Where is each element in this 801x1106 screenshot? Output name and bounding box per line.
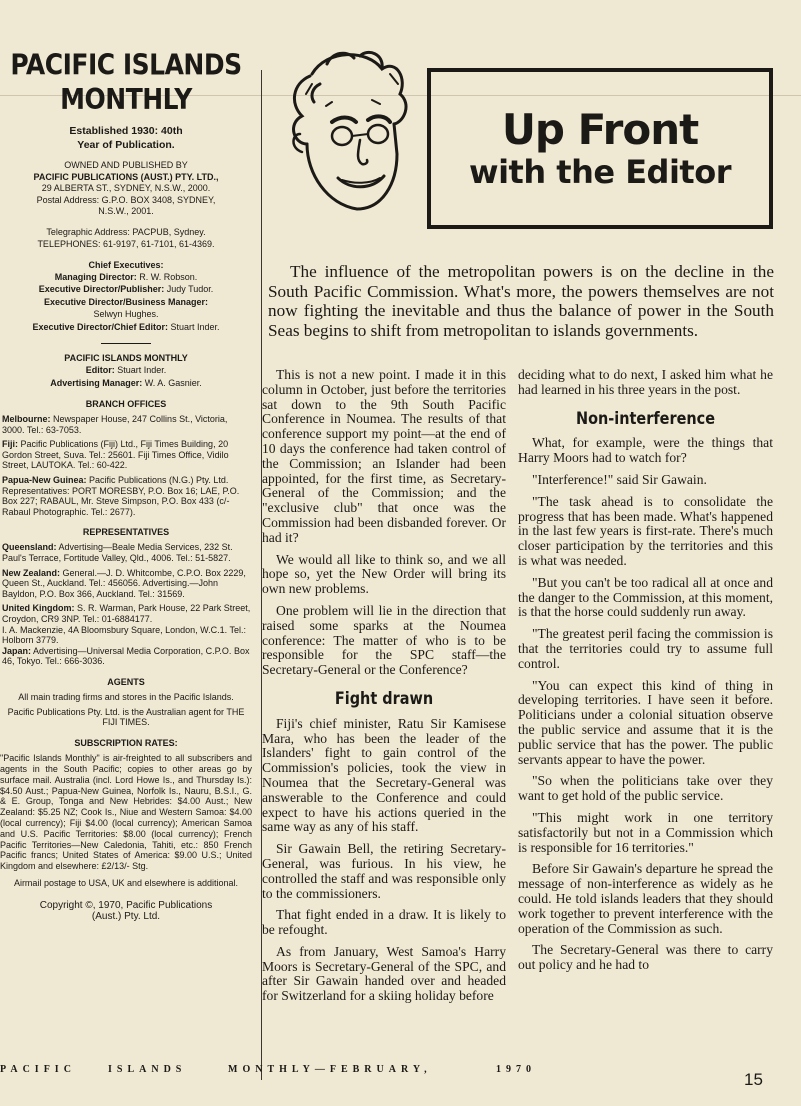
masthead-title-line2: MONTHLY	[60, 82, 192, 116]
article-column-right	[518, 368, 773, 980]
representative-entry: Queensland: Advertising—Beale Media Services, 232 St. Paul's Terrace, Fortitude Valley, Qld., 4006. Tel.: 51-5827.	[2, 542, 233, 563]
editor-caricature-illustration	[272, 44, 422, 234]
feature-title-line2: with the Editor	[469, 152, 731, 191]
footer-word: 1970	[496, 1064, 536, 1075]
representative-entry: New Zealand: General.—J. D. Whitcombe, C.P.O. Box 2229, Queen St., Auckland. Tel.: 456056. Advertising.—John Bayldon, P.O. Box 366, Auckland. Tel.: 31569.	[2, 567, 246, 599]
paragraph: "The greatest peril facing the commission is that the territories could try to assume full control.	[518, 626, 773, 671]
branch-offices-heading: BRANCH OFFICES	[85, 399, 167, 409]
masthead-title-line1: PACIFIC ISLANDS	[10, 48, 242, 82]
representative-entry: United Kingdom: S. R. Warman, Park House, 22 Park Street, Croydon, CR9 3NP. Tel.: 01-6884177.	[2, 603, 251, 624]
exec-line: Executive Director/Business Manager:	[43, 296, 209, 307]
feature-title-line1: Up Front	[501, 104, 699, 154]
exec-line: Executive Director/Chief Editor: Stuart Inder.	[32, 321, 220, 332]
paragraph: Fiji's chief minister, Ratu Sir Kamisese Mara, who has been the leader of the Islanders' fight to gain control of the Commission's policies, took the view in Noumea that the Secretary-General was answerable to the Conference and could expect to have his actions queried in the same way as any of his staff.	[262, 715, 506, 835]
exec-line: Executive Director/Publisher: Judy Tudor.	[38, 284, 214, 294]
lead-paragraph: The influence of the metropolitan powers is on the decline in the South Pacific Commission. What's more, the powers themselves are not now fighting the inevitable and thus the balance of power in the South Seas begins to shift from metropolitan to islands governments.	[268, 262, 774, 340]
paragraph: "Interference!" said Sir Gawain.	[532, 471, 707, 487]
paragraph: "You can expect this kind of thing in developing territories. I have seen it before. Politicians under a colonial situation observe the public service and assume that it is the public service that has the power. The public servants appear to have the power.	[518, 677, 773, 767]
exec-line: Managing Director: R. W. Robson.	[54, 271, 198, 282]
branch-office-entry: Melbourne: Newspaper House, 247 Collins St., Victoria, 3000. Tel.: 63-7053.	[2, 414, 228, 435]
subheading-fight-drawn: Fight drawn	[334, 688, 434, 709]
paragraph: That fight ended in a draw. It is likely to be refought.	[262, 907, 506, 938]
subheading-non-interference: Non-interference	[575, 408, 716, 429]
paragraph: As from January, West Samoa's Harry Moors is Secretary-General of the SPC, and after Sir Gawain handed over and headed for Switzerland for a skiing holiday before	[262, 943, 506, 1004]
paragraph: "This might work in one territory satisfactorily but not in a Commission which is responsible for 16 territories."	[518, 809, 773, 855]
paragraph: The Secretary-General was there to carry out policy and he had to	[518, 942, 773, 973]
representatives-heading: REPRESENTATIVES	[82, 527, 170, 538]
agents-text-1: All main trading firms and stores in the Pacific Islands.	[18, 691, 234, 702]
paragraph: This is not a new point. I made it in this column in October, just before the territories sat down to the 9th South Pacific Conference in Noumea. The results of that conference support my point—at the end of 10 days the conference had taken control of the Commission; an Islander had been appointed, for the first time, as Secretary-General of the Commission; and the "exclusive club" that once was the Commission had been disbanded forever. Or had it?	[262, 367, 506, 545]
masthead-column	[0, 0, 252, 922]
footer-word: PACIFIC	[0, 1064, 76, 1075]
paragraph: "So when the politicians take over they want to get hold of the public service.	[518, 773, 773, 804]
representative-entry: Japan: Advertising—Universal Media Corporation, C.P.O. Box 46, Tokyo. Tel.: 666-3036.	[2, 645, 250, 667]
pim-heading: PACIFIC ISLANDS MONTHLY	[64, 353, 188, 363]
exec-line: Selwyn Hughes.	[93, 309, 159, 319]
page-number: 15	[744, 1070, 763, 1089]
footer-word: ISLANDS	[108, 1064, 187, 1075]
paragraph: We would all like to think so, and we all hope so, yet the New Order will bring its own new problems.	[262, 551, 506, 597]
paragraph: "The task ahead is to consolidate the progress that has been made. What's happened in the last few years is first-rate. There's much closer participation by the territories and this is what was needed.	[518, 493, 773, 568]
branch-office-entry: Fiji: Pacific Publications (Fiji) Ltd., Fiji Times Building, 20 Gordon Street, Suva. Tel.: 25601. Fiji Times Office, Vidilo Street, LAUTOKA. Tel.: 60-422.	[2, 439, 229, 471]
subscription-heading: SUBSCRIPTION RATES:	[74, 738, 178, 749]
paragraph: deciding what to do next, I asked him what he had learned in his three years in the post.	[518, 367, 773, 397]
masthead-title	[0, 48, 252, 117]
agents-heading: AGENTS	[107, 676, 145, 687]
article-column-left	[262, 368, 506, 1011]
pim-staff: Editor: Stuart Inder. Advertising Manager: W. A. Gasnier.	[50, 365, 202, 388]
branch-office-entry: Papua-New Guinea: Pacific Publications (N.G.) Pty. Ltd. Representatives: PORT MORESBY, P.O. Box 16; LAE, P.O. Box 227; RABAUL, Mr. Steve Simpson, P.O. Box 433 (c/- Rabaul Photographic. Tel.: 2677).	[2, 474, 240, 517]
paragraph: Before Sir Gawain's departure he spread the message of non-interference as widely as he could. He told islands leaders that they should work together to prevent interference with the operation of the Commission as such.	[518, 861, 773, 936]
representative-entry: I. A. Mackenzie, 4A Bloomsbury Square, London, W.C.1. Tel.: Holborn 3779.	[2, 624, 246, 646]
feature-title-box	[427, 68, 773, 229]
footer-word: MONTHLY—FEBRUARY,	[228, 1064, 432, 1075]
paragraph: One problem will lie in the direction that raised some sparks at the Noumea conference: The matter of who is to be responsible for the SPC staff—the Secretary-General or the Conference?	[262, 602, 506, 678]
publisher-block: OWNED AND PUBLISHED BY PACIFIC PUBLICATIONS (AUST.) PTY. LTD., 29 ALBERTA ST., SYDNEY, N.S.W., 2000. Postal Address: G.P.O. BOX 3408, SYDNEY, N.S.W., 2001.	[33, 160, 219, 216]
established-note: Established 1930: 40th Year of Publication.	[69, 125, 183, 151]
paragraph: Sir Gawain Bell, the retiring Secretary-General, was furious. In his view, he controlled the staff and was responsible only to the commissioners.	[262, 841, 506, 901]
executives-list	[0, 271, 252, 334]
copyright-note: Copyright ©, 1970, Pacific Publications (Aust.) Pty. Ltd.	[39, 899, 213, 922]
paragraph: "But you can't be too radical all at once and the danger to the Commission, at this moment, is that the horse could suddenly run away.	[518, 574, 773, 620]
divider	[101, 343, 151, 344]
executives-heading: Chief Executives:	[88, 259, 164, 270]
subscription-text: "Pacific Islands Monthly" is air-freighted to all subscribers and agents in the South Pacific; copies to other areas go by surface mail. Australia (incl. Lord Howe Is., and Thursday Is.): $4.50 Aust.; Papua-New Guinea, Norfolk Is., Nauru, B.S.I., G. & E. Group, Tonga and New Hebrides: $4.00 Aust.; New Zealand: $5.25 NZ; Cook Is., Niue and Western Samoa: $4.00 (local currency); Fiji $4.00 (local currency); American Samoa and U.S. Pacific Territories: $8.00 (local currency); French Pacific Territories—New Caledonia, Tahiti, etc.: 850 French Pacific francs; United States of America: $9.00 U.S.; United Kingdom and elsewhere: £2/13/- Stg.	[0, 753, 252, 872]
telephone-block: Telegraphic Address: PACPUB, Sydney. TELEPHONES: 61-9197, 61-7101, 61-4369.	[37, 226, 215, 249]
paragraph: What, for example, were the things that Harry Moors had to watch for?	[518, 435, 773, 466]
airmail-note: Airmail postage to USA, UK and elsewhere is additional.	[13, 878, 239, 889]
agents-text-2: Pacific Publications Pty. Ltd. is the Australian agent for THE FIJI TIMES.	[7, 706, 245, 728]
